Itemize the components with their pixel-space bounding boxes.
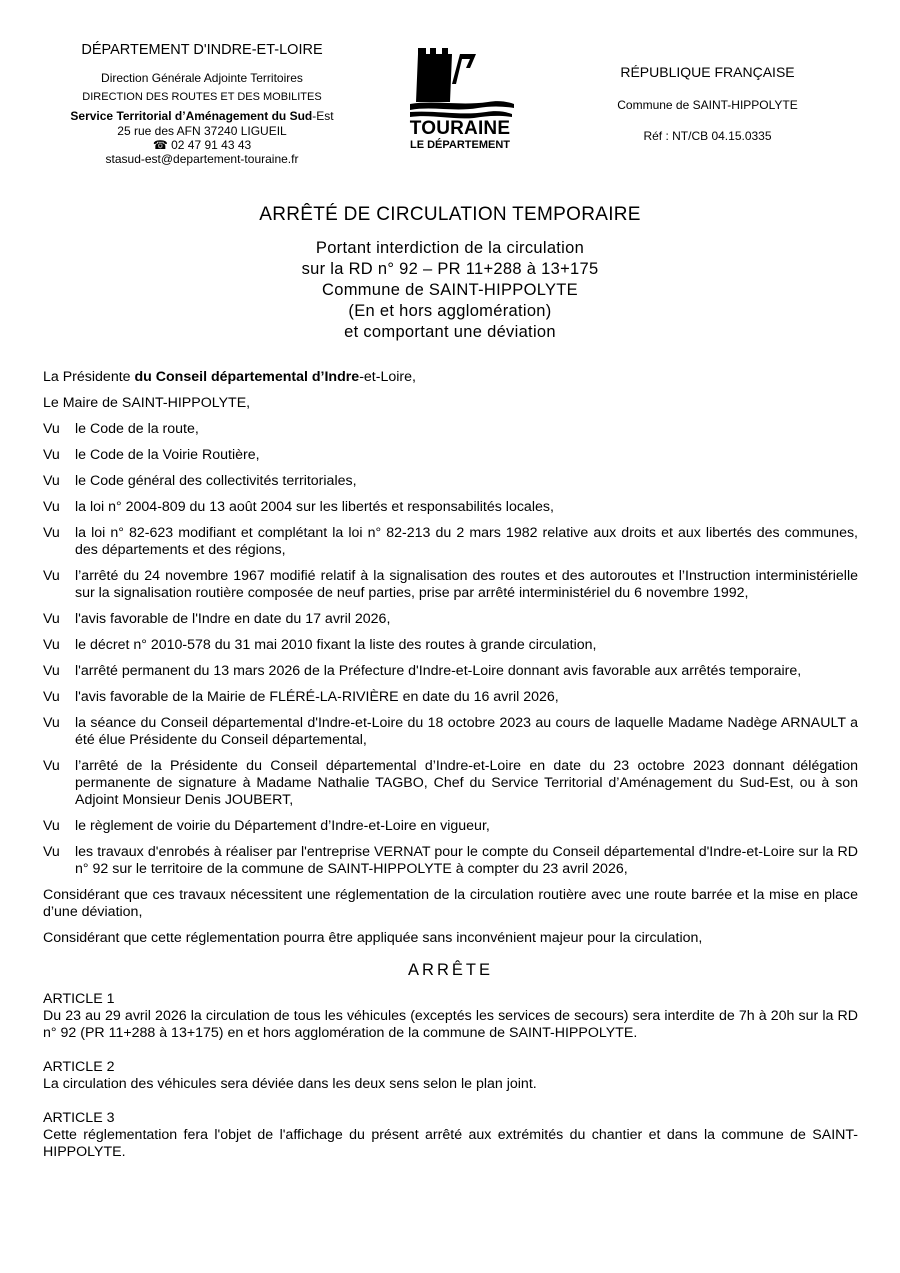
vu-label: Vu <box>43 715 60 731</box>
subtitle-line: Commune de SAINT-HIPPOLYTE <box>322 281 578 299</box>
service-name-suffix: -Est <box>312 109 334 123</box>
vu-text: le règlement de voirie du Département d’Indre-et-Loire en vigueur, <box>75 818 490 834</box>
article-heading: ARTICLE 2 <box>43 1059 115 1075</box>
intro-maire: Le Maire de SAINT-HIPPOLYTE, <box>43 395 251 411</box>
considerant: Considérant que cette réglementation pourra être appliquée sans inconvénient majeur pour la circulation, <box>43 930 703 946</box>
vu-text: la loi n° 82-623 modifiant et complétant la loi n° 82-213 du 2 mars 1982 relative aux droits et aux libertés des communes, des départements et des régions, <box>75 525 858 558</box>
subtitle-line: sur la RD n° 92 – PR 11+288 à 13+175 <box>301 260 599 278</box>
vu-item <box>43 758 858 809</box>
commune-name: Commune de SAINT-HIPPOLYTE <box>617 98 798 112</box>
issuer-block <box>62 42 342 166</box>
direction-routes: DIRECTION DES ROUTES ET DES MOBILITES <box>82 91 322 103</box>
vu-text: l'arrêté permanent du 13 mars 2026 de la Préfecture d'Indre-et-Loire donnant avis favorable aux arrêtés temporaire, <box>75 663 802 679</box>
document-body <box>43 369 858 1178</box>
subtitle-line: (En et hors agglomération) <box>348 302 552 320</box>
vu-text: l’arrêté de la Présidente du Conseil départemental d’Indre-et-Loire en date du 23 octobre 2023 donnant délégation permanente de signature à Madame Nathalie TAGBO, Chef du Service Territorial d’Aménagement du Sud-Est, ou à son Adjoint Monsieur Denis JOUBERT, <box>75 758 858 808</box>
service-address: 25 rue des AFN 37240 LIGUEIL <box>117 124 287 138</box>
logo-title: TOURAINE <box>409 118 511 139</box>
vu-label: Vu <box>43 611 60 627</box>
vu-label: Vu <box>43 663 60 679</box>
intro-presidente <box>43 369 858 386</box>
vu-text: l’arrêté du 24 novembre 1967 modifié relatif à la signalisation des routes et des autoroutes et l’Instruction interministérielle sur la signalisation routière composée de neuf parties, prise par arrêté interministériel du 6 novembre 1992, <box>75 568 858 601</box>
vu-item <box>43 473 858 490</box>
vu-item <box>43 844 858 878</box>
vu-text: l'avis favorable de la Mairie de FLÉRÉ-LA-RIVIÈRE en date du 16 avril 2026, <box>75 689 559 705</box>
tower-emblem-icon <box>390 44 530 120</box>
vu-label: Vu <box>43 637 60 653</box>
vu-text: le décret n° 2010-578 du 31 mai 2010 fixant la liste des routes à grande circulation, <box>75 637 597 653</box>
reference-number: Réf : NT/CB 04.15.0335 <box>643 129 772 143</box>
vu-item <box>43 818 858 835</box>
vu-item <box>43 689 858 706</box>
vu-text: les travaux d'enrobés à réaliser par l'entreprise VERNAT pour le compte du Conseil départemental d'Indre-et-Loire sur la RD n° 92 sur le territoire de la commune de SAINT-HIPPOLYTE à compter du 23 avril 2026, <box>75 844 858 877</box>
vu-label: Vu <box>43 421 60 437</box>
service-email: stasud-est@departement-touraine.fr <box>105 152 299 166</box>
vu-text: le Code de la Voirie Routière, <box>75 447 260 463</box>
document-subtitle <box>0 238 900 343</box>
service-name <box>62 108 342 124</box>
vu-item <box>43 421 858 438</box>
vu-text: le Code général des collectivités territoriales, <box>75 473 357 489</box>
service-phone: ☎ 02 47 91 43 43 <box>152 138 252 152</box>
direction-generale: Direction Générale Adjointe Territoires <box>101 71 303 85</box>
service-name-bold: Service Territorial d’Aménagement du Sud <box>70 109 313 123</box>
vu-label: Vu <box>43 568 60 584</box>
department-name: DÉPARTEMENT D'INDRE-ET-LOIRE <box>81 42 323 58</box>
article-heading: ARTICLE 1 <box>43 991 115 1007</box>
subtitle-line: et comportant une déviation <box>344 323 556 341</box>
vu-label: Vu <box>43 844 60 860</box>
vu-item <box>43 715 858 749</box>
vu-label: Vu <box>43 818 60 834</box>
vu-label: Vu <box>43 473 60 489</box>
article-text: Du 23 au 29 avril 2026 la circulation de tous les véhicules (exceptés les services de secours) sera interdite de 7h à 20h sur la RD n° 92 (PR 11+288 à 13+175) en et hors agglomération de la commune de SAINT-HIPPOLYTE. <box>43 1008 858 1041</box>
vu-text: la loi n° 2004-809 du 13 août 2004 sur les libertés et responsabilités locales, <box>75 499 554 515</box>
vu-text: l'avis favorable de l'Indre en date du 17 avril 2026, <box>75 611 391 627</box>
vu-text: la séance du Conseil départemental d'Indre-et-Loire du 18 octobre 2023 au cours de laquelle Madame Nadège ARNAULT a été élue Présidente du Conseil départemental, <box>75 715 858 748</box>
vu-item <box>43 611 858 628</box>
vu-item <box>43 525 858 559</box>
considerant: Considérant que ces travaux nécessitent une réglementation de la circulation routière avec une route barrée et la mise en place d’une déviation, <box>43 887 858 920</box>
presidente-suffix: -et-Loire, <box>359 369 416 385</box>
vu-item <box>43 568 858 602</box>
vu-label: Vu <box>43 447 60 463</box>
vu-text: le Code de la route, <box>75 421 199 437</box>
vu-label: Vu <box>43 525 60 541</box>
vu-item <box>43 663 858 680</box>
article-text: Cette réglementation fera l'objet de l'affichage du présent arrêté aux extrémités du chantier et dans la commune de SAINT-HIPPOLYTE. <box>43 1127 858 1160</box>
presidente-bold: du Conseil départemental d’Indre <box>134 369 360 385</box>
arrete-heading: ARRÊTE <box>408 961 493 979</box>
article-heading: ARTICLE 3 <box>43 1110 115 1126</box>
republic-name: RÉPUBLIQUE FRANÇAISE <box>620 64 795 80</box>
document-title: ARRÊTÉ DE CIRCULATION TEMPORAIRE <box>259 204 641 225</box>
republic-block <box>590 64 825 143</box>
vu-label: Vu <box>43 499 60 515</box>
vu-item <box>43 447 858 464</box>
article-text: La circulation des véhicules sera déviée dans les deux sens selon le plan joint. <box>43 1076 537 1092</box>
presidente-prefix: La Présidente <box>43 369 135 385</box>
logo-subtitle: LE DÉPARTEMENT <box>409 139 511 151</box>
vu-label: Vu <box>43 758 60 774</box>
touraine-logo <box>390 44 530 156</box>
vu-item <box>43 499 858 516</box>
vu-item <box>43 637 858 654</box>
subtitle-line: Portant interdiction de la circulation <box>315 239 585 257</box>
vu-label: Vu <box>43 689 60 705</box>
